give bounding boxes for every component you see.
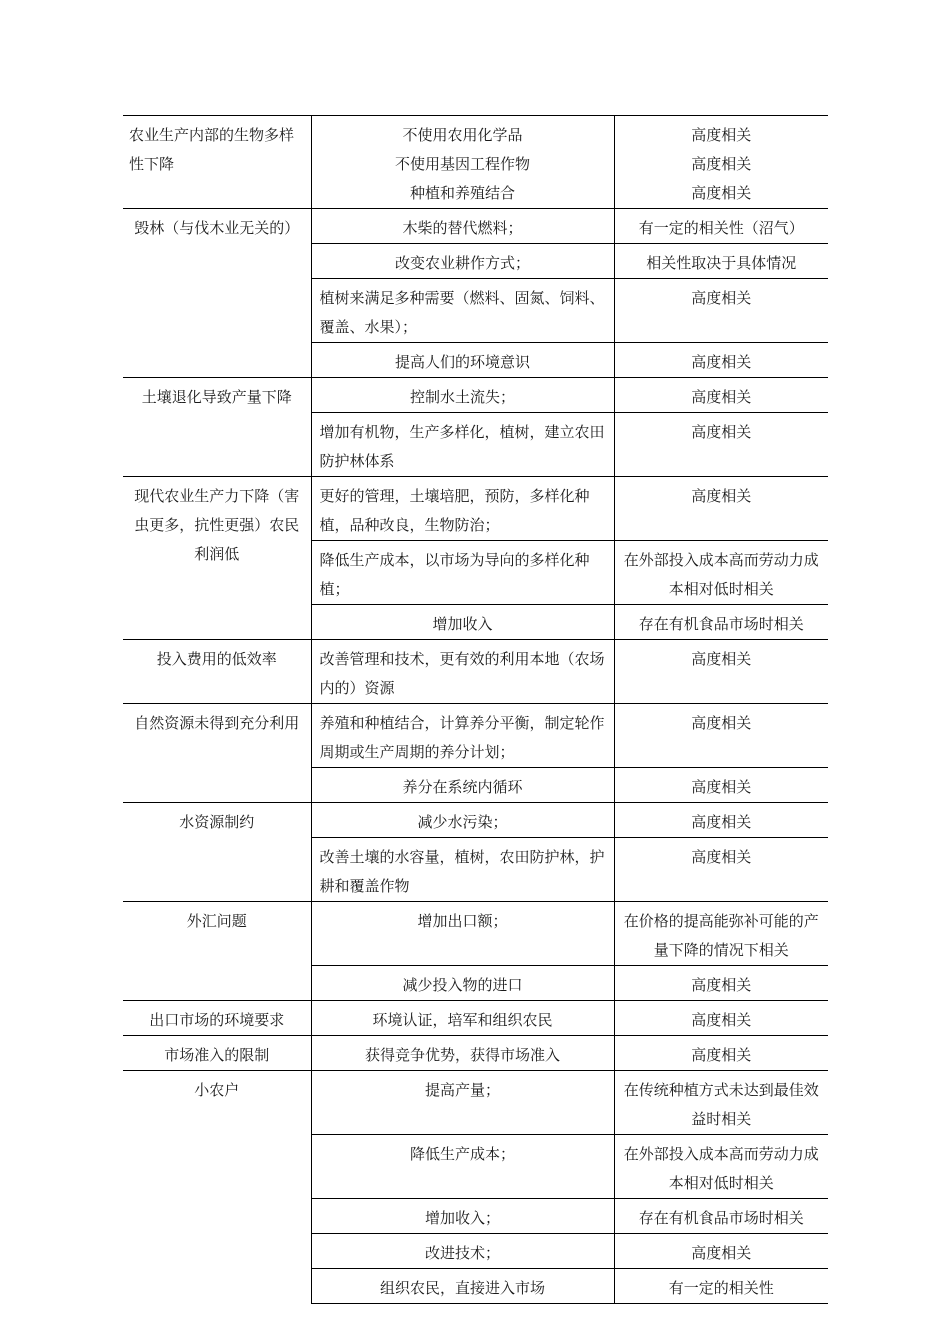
- table-row: [123, 378, 828, 413]
- relevance-text: 高度相关: [691, 184, 752, 202]
- relevance-cell: [614, 343, 828, 378]
- relevance-text: 高度相关: [691, 353, 752, 371]
- relevance-cell: [614, 209, 828, 244]
- relevance-text: 高度相关: [691, 1244, 752, 1262]
- relevance-text: 高度相关: [691, 650, 752, 668]
- table-row: [123, 704, 828, 768]
- relevance-text: 高度相关: [691, 848, 752, 866]
- relevance-cell: [614, 1135, 828, 1199]
- measure-cell: [311, 605, 614, 640]
- relevance-text: 相关性取决于具体情况: [646, 254, 797, 272]
- problem-text: 市场准入的限制: [164, 1046, 270, 1064]
- table-body: [123, 116, 828, 1304]
- relevance-text: 高度相关: [691, 423, 752, 441]
- relevance-text: 在价格的提高能弥补可能的产量下降的情况下相关: [623, 912, 819, 959]
- measure-text: 养殖和种植结合，计算养分平衡，制定轮作周期或生产周期的养分计划；: [319, 714, 605, 761]
- measure-cell: [311, 378, 614, 413]
- measure-text: 改善管理和技术，更有效的利用本地（农场内的）资源: [319, 650, 605, 697]
- relevance-text: 高度相关: [691, 1011, 752, 1029]
- measure-text: 降低生产成本，以市场为导向的多样化种植；: [319, 551, 590, 598]
- measure-cell: [311, 116, 614, 209]
- measure-text: 不使用农用化学品: [402, 126, 523, 144]
- relevance-cell: [614, 704, 828, 768]
- table-row: [123, 1036, 828, 1071]
- relevance-text: 高度相关: [691, 714, 752, 732]
- problem-cell: [123, 116, 311, 209]
- measure-text: 环境认证，培军和组织农民: [372, 1011, 553, 1029]
- table-row: [123, 116, 828, 209]
- measure-text: 不使用基因工程作物: [394, 155, 530, 173]
- relevance-text: 高度相关: [691, 126, 752, 144]
- measure-cell: [311, 413, 614, 477]
- problem-text: 自然资源未得到充分利用: [134, 714, 300, 732]
- problem-cell: [123, 477, 311, 640]
- problem-cell: [123, 704, 311, 803]
- relevance-cell: [614, 1001, 828, 1036]
- measure-cell: [311, 1036, 614, 1071]
- measure-cell: [311, 1071, 614, 1135]
- measure-text: 增加收入；: [424, 1209, 500, 1227]
- relevance-text: 高度相关: [691, 778, 752, 796]
- problem-text: 毁林（与伐木业无关的）: [134, 219, 300, 237]
- measure-text: 改善土壤的水容量，植树，农田防护林，护耕和覆盖作物: [319, 848, 605, 895]
- relevance-text: 存在有机食品市场时相关: [638, 615, 804, 633]
- relevance-text: 高度相关: [691, 976, 752, 994]
- measure-cell: [311, 209, 614, 244]
- measure-cell: [311, 768, 614, 803]
- relevance-cell: [614, 477, 828, 541]
- relevance-cell: [614, 1199, 828, 1234]
- table-row: [123, 803, 828, 838]
- measure-text: 增加出口额；: [417, 912, 508, 930]
- measure-text: 养分在系统内循环: [402, 778, 523, 796]
- problem-cell: [123, 1071, 311, 1304]
- problem-text: 水资源制约: [179, 813, 255, 831]
- measure-cell: [311, 1234, 614, 1269]
- measure-text: 控制水土流失；: [409, 388, 515, 406]
- measure-text: 种植和养殖结合: [409, 184, 515, 202]
- measure-text: 提高产量；: [424, 1081, 500, 1099]
- measure-cell: [311, 966, 614, 1001]
- measure-cell: [311, 279, 614, 343]
- table-row: [123, 209, 828, 244]
- table-row: [123, 1071, 828, 1135]
- relevance-text: 存在有机食品市场时相关: [638, 1209, 804, 1227]
- measure-text: 更好的管理，土壤培肥，预防，多样化种植，品种改良，生物防治；: [319, 487, 590, 534]
- problem-text: 出口市场的环境要求: [149, 1011, 285, 1029]
- relevance-cell: [614, 768, 828, 803]
- relevance-cell: [614, 279, 828, 343]
- measure-cell: [311, 902, 614, 966]
- measure-cell: [311, 343, 614, 378]
- measure-text: 减少投入物的进口: [402, 976, 523, 994]
- relevance-cell: [614, 378, 828, 413]
- relevance-cell: [614, 541, 828, 605]
- measure-cell: [311, 1269, 614, 1304]
- relevance-text: 高度相关: [691, 388, 752, 406]
- relevance-text: 高度相关: [691, 813, 752, 831]
- relevance-cell: [614, 966, 828, 1001]
- problem-cell: [123, 902, 311, 1001]
- measure-text: 改进技术；: [424, 1244, 500, 1262]
- relevance-cell: [614, 605, 828, 640]
- measure-cell: [311, 838, 614, 902]
- problem-text: 投入费用的低效率: [156, 650, 277, 668]
- table-row: [123, 902, 828, 966]
- measure-cell: [311, 477, 614, 541]
- measure-text: 增加有机物，生产多样化，植树，建立农田防护林体系: [319, 423, 605, 470]
- measure-cell: [311, 704, 614, 768]
- measure-text: 减少水污染；: [417, 813, 508, 831]
- measure-cell: [311, 640, 614, 704]
- table-row: [123, 1001, 828, 1036]
- relevance-text: 高度相关: [691, 487, 752, 505]
- relevance-text: 在外部投入成本高而劳动力成本相对低时相关: [623, 551, 819, 598]
- problem-cell: [123, 209, 311, 378]
- problem-cell: [123, 1036, 311, 1071]
- problem-text: 小农户: [194, 1081, 240, 1099]
- problem-text: 农业生产内部的生物多样性下降: [129, 126, 295, 173]
- problem-cell: [123, 378, 311, 477]
- relevance-text: 有一定的相关性（沼气）: [638, 219, 804, 237]
- relevance-cell: [614, 902, 828, 966]
- problem-text: 现代农业生产力下降（害虫更多，抗性更强）农民利润低: [134, 487, 300, 563]
- measure-cell: [311, 1199, 614, 1234]
- relevance-cell: [614, 116, 828, 209]
- measure-cell: [311, 244, 614, 279]
- data-table: [123, 115, 828, 1304]
- measure-text: 增加收入: [432, 615, 493, 633]
- problem-cell: [123, 803, 311, 902]
- relevance-cell: [614, 1269, 828, 1304]
- measure-text: 木柴的替代燃料；: [402, 219, 523, 237]
- measure-text: 获得竞争优势，获得市场准入: [364, 1046, 560, 1064]
- measure-text: 植树来满足多种需要（燃料、固氮、饲料、覆盖、水果）；: [319, 289, 605, 336]
- relevance-cell: [614, 244, 828, 279]
- problem-cell: [123, 1001, 311, 1036]
- measure-text: 提高人们的环境意识: [394, 353, 530, 371]
- relevance-cell: [614, 413, 828, 477]
- problem-text: 土壤退化导致产量下降: [141, 388, 292, 406]
- problem-cell: [123, 640, 311, 704]
- measure-cell: [311, 1135, 614, 1199]
- relevance-cell: [614, 1071, 828, 1135]
- table-row: [123, 640, 828, 704]
- relevance-text: 在传统种植方式未达到最佳效益时相关: [623, 1081, 819, 1128]
- relevance-text: 在外部投入成本高而劳动力成本相对低时相关: [623, 1145, 819, 1192]
- relevance-cell: [614, 803, 828, 838]
- problem-text: 外汇问题: [186, 912, 247, 930]
- measure-cell: [311, 1001, 614, 1036]
- table-row: [123, 477, 828, 541]
- relevance-cell: [614, 1234, 828, 1269]
- relevance-text: 有一定的相关性: [668, 1279, 774, 1297]
- measure-text: 组织农民，直接进入市场: [379, 1279, 545, 1297]
- relevance-cell: [614, 838, 828, 902]
- relevance-text: 高度相关: [691, 155, 752, 173]
- relevance-cell: [614, 640, 828, 704]
- measure-cell: [311, 541, 614, 605]
- measure-text: 降低生产成本；: [409, 1145, 515, 1163]
- relevance-cell: [614, 1036, 828, 1071]
- relevance-text: 高度相关: [691, 289, 752, 307]
- relevance-text: 高度相关: [691, 1046, 752, 1064]
- measure-cell: [311, 803, 614, 838]
- measure-text: 改变农业耕作方式；: [394, 254, 530, 272]
